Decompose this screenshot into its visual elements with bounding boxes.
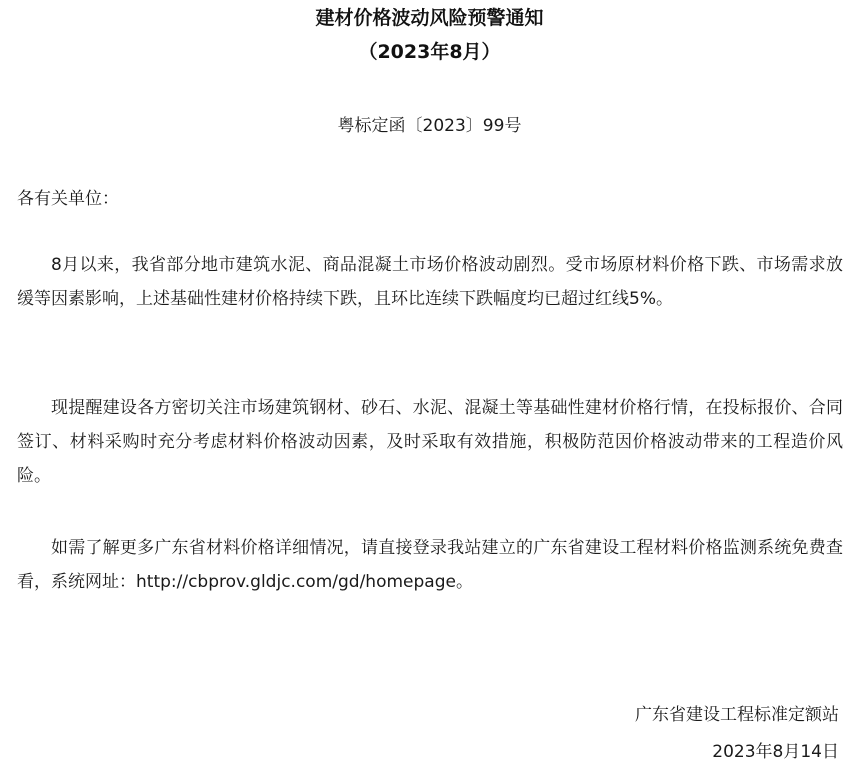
- signature-organization: 广东省建设工程标准定额站: [635, 705, 839, 725]
- signature-date: 2023年8月14日: [712, 742, 839, 762]
- paragraph-risk-warning: 现提醒建设各方密切关注市场建筑钢材、砂石、水泥、混凝土等基础性建材价格行情，在投标报价、合同签订、材料采购时充分考虑材料价格波动因素，及时采取有效措施，积极防范因价格波动带来的工程造价风险。: [17, 398, 843, 486]
- salutation: 各有关单位：: [17, 189, 119, 209]
- document-number: 粤标定函〔2023〕99号: [337, 116, 522, 136]
- document-subtitle-date: （2023年8月）: [358, 41, 501, 63]
- document-title: 建材价格波动风险预警通知: [315, 7, 544, 29]
- paragraph-price-decline: 8月以来，我省部分地市建筑水泥、商品混凝土市场价格波动剧烈。受市场原材料价格下跌、市场需求放缓等因素影响，上述基础性建材价格持续下跌，且环比连续下跌幅度均已超过红线5%。: [17, 255, 843, 309]
- paragraph-more-info: 如需了解更多广东省材料价格详细情况，请直接登录我站建立的广东省建设工程材料价格监测系统免费查看，系统网址：http://cbprov.gldjc.com/gd/homepage。: [17, 538, 843, 592]
